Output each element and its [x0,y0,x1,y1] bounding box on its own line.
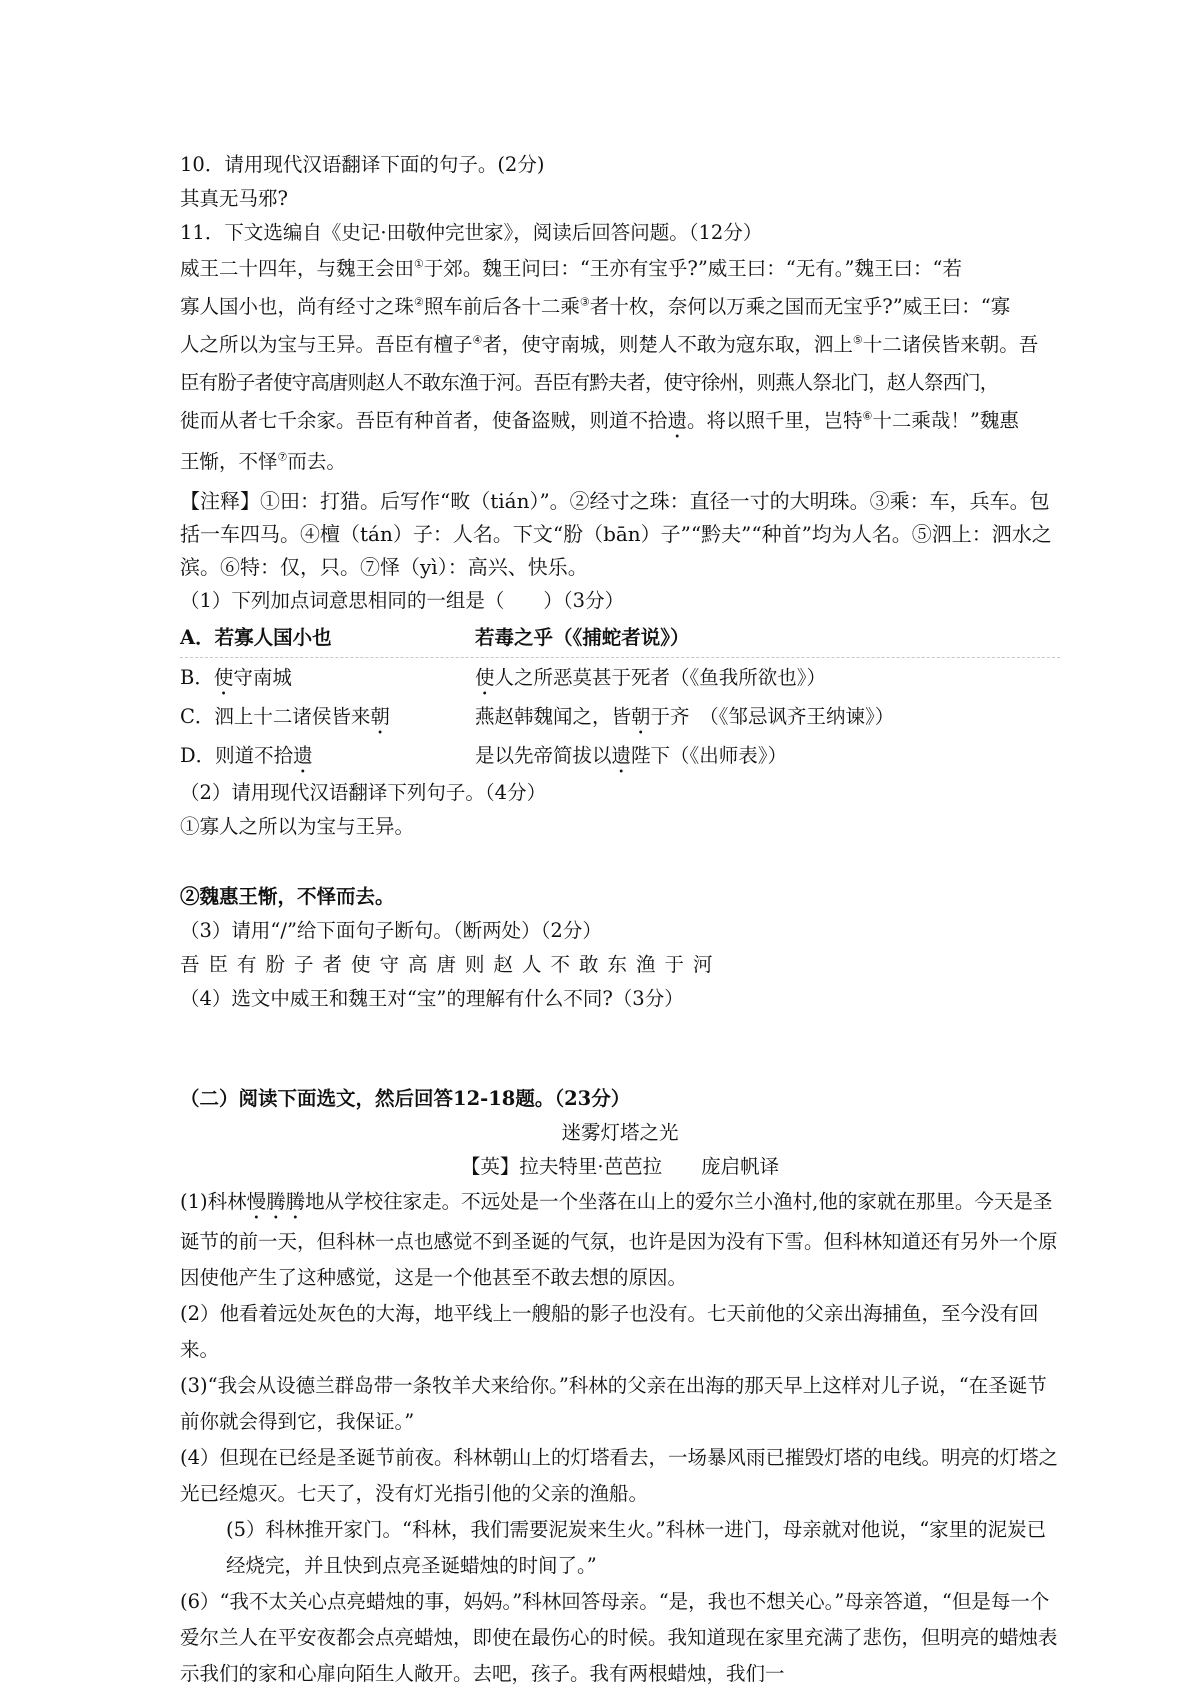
q11-sub3-title: （3）请用“/”给下面句子断句。（断两处）（2分） [180,919,602,942]
option-c: C．泗上十二诸侯皆来朝 燕赵韩魏闻之，皆朝于齐 （《邹忌讽齐王纳谏》） [180,705,895,728]
q10-sentence: 其真无马邪? [180,187,288,210]
option-a: A．若寡人国小也 若毒之乎（《捕蛇者说》） [180,619,1060,658]
emphasis-dot-word: 遗 [293,744,313,767]
story-paragraph-2: (2）他看着远处灰色的大海，地平线上一艘船的影子也没有。七天前他的父亲出海捕鱼，至今没有回来。 [180,1302,1039,1361]
story-paragraph-5: (5）科林推开家门。“科林，我们需要泥炭来生火。”科林一进门，母亲就对他说，“家里的泥炭已经烧完，并且快到点亮圣诞蜡烛的时间了。” [226,1518,1047,1577]
passage-line: 威王二十四年，与魏王会田①于郊。魏王问曰：“王亦有宝乎?”威王曰：“无有。”魏王曰：“若 [180,257,962,280]
q10-title: 10．请用现代汉语翻译下面的句子。(2分) [180,153,545,176]
q11-title: 11．下文选编自《史记·田敬仲完世家》，阅读后回答问题。（12分） [180,221,763,244]
passage-line: 寡人国小也，尚有经寸之珠②照车前后各十二乘③者十枚，奈何以万乘之国而无宝乎?”威王曰：“寡 [180,295,1011,318]
q11-notes: 【注释】①田：打猎。后写作“畋（tián）”。②经寸之珠：直径一寸的大明珠。③乘：车，兵车。包括一车四马。④檀（tán）子：人名。下文“肦（bān）子”“黔夫”“种首”均为人名。⑤泗上：泗水之滨。⑥特：仅，只。⑦怿（yì）：高兴、快乐。 [180,489,1052,579]
q11-sub4-title: （4）选文中威王和魏王对“宝”的理解有什么不同?（3分） [180,987,684,1010]
emphasis-dot-word: 慢腾腾 [246,1190,306,1213]
q11-sub2-sentence-1: ①寡人之所以为宝与王异。 [180,815,415,838]
option-b: B．使守南城 使人之所恶莫甚于死者（《鱼我所欲也》） [180,666,827,689]
q11-sub1-options [180,619,1060,775]
passage-line: 臣有肦子者使守高唐则赵人不敢东渔于河。吾臣有黔夫者，使守徐州，则燕人祭北门，赵人祭西门， [180,371,999,394]
q11-sub2-sentence-2: ②魏惠王惭，不怿而去。 [180,885,395,908]
passage-line: 人之所以为宝与王异。吾臣有檀子④者，使守南城，则楚人不敢为寇东取，泗上⑤十二诸侯皆来朝。吾 [180,333,1039,356]
emphasis-dot-word: 朝 [631,705,651,728]
emphasis-dot-word: 遗 [667,409,688,432]
emphasis-dot-word: 朝 [370,705,390,728]
document-content [180,148,1060,1692]
story-paragraph-6: (6）“我不太关心点亮蜡烛的事，妈妈。”科林回答母亲。“是，我也不想关心。”母亲答道，“但是每一个爱尔兰人在平安夜都会点亮蜡烛，即使在最伤心的时候。我知道现在家里充满了悲伤，但明亮的蜡烛表示我们的家和心扉向陌生人敞开。去吧，孩子。我有两根蜡烛，我们一 [180,1590,1058,1685]
q11-passage [180,250,1060,481]
story-title: 迷雾灯塔之光 [561,1121,679,1144]
story-paragraph-3: (3)“我会从设德兰群岛带一条牧羊犬来给你。”科林的父亲在出海的那天早上这样对儿子说，“在圣诞节前你就会得到它，我保证。” [180,1374,1047,1433]
option-d: D．则道不拾遗 是以先帝简拔以遗陛下（《出师表》） [180,744,788,767]
q11-sub3-sentence: 吾臣有肦子者使守高唐则赵人不敢东渔于河 [180,953,722,976]
story-author: 【英】拉夫特里·芭芭拉 庞启帆译 [460,1155,780,1178]
story-paragraph-4: (4）但现在已经是圣诞节前夜。科林朝山上的灯塔看去，一场暴风雨已摧毁灯塔的电线。明亮的灯塔之光已经熄灭。七天了，没有灯光指引他的父亲的渔船。 [180,1446,1059,1505]
emphasis-dot-word: 使 [213,666,234,689]
section2-heading: （二）阅读下面选文，然后回答12-18题。（23分） [180,1087,631,1110]
story-paragraph-1: (1)科林慢腾腾地从学校往家走。不远处是一个坐落在山上的爱尔兰小渔村,他的家就在那里。今天是圣诞节的前一天，但科林一点也感觉不到圣诞的气氛，也许是因为没有下雪。但科林知道还有另外一个原因使他产生了这种感觉，这是一个他甚至不敢去想的原因。 [180,1190,1058,1289]
q11-sub2-title: （2）请用现代汉语翻译下列句子。（4分） [180,781,547,804]
passage-line: 徙而从者七千余家。吾臣有种首者，使备盗贼，则道不拾遗。将以照千里，岂特⑥十二乘哉！”魏惠 [180,409,1019,432]
emphasis-dot-word: 使 [475,666,495,689]
emphasis-dot-word: 遗 [611,744,632,767]
q11-sub1-title: （1）下列加点词意思相同的一组是（ ）（3分） [180,589,625,612]
passage-line: 王惭，不怿⑦而去。 [180,450,346,473]
